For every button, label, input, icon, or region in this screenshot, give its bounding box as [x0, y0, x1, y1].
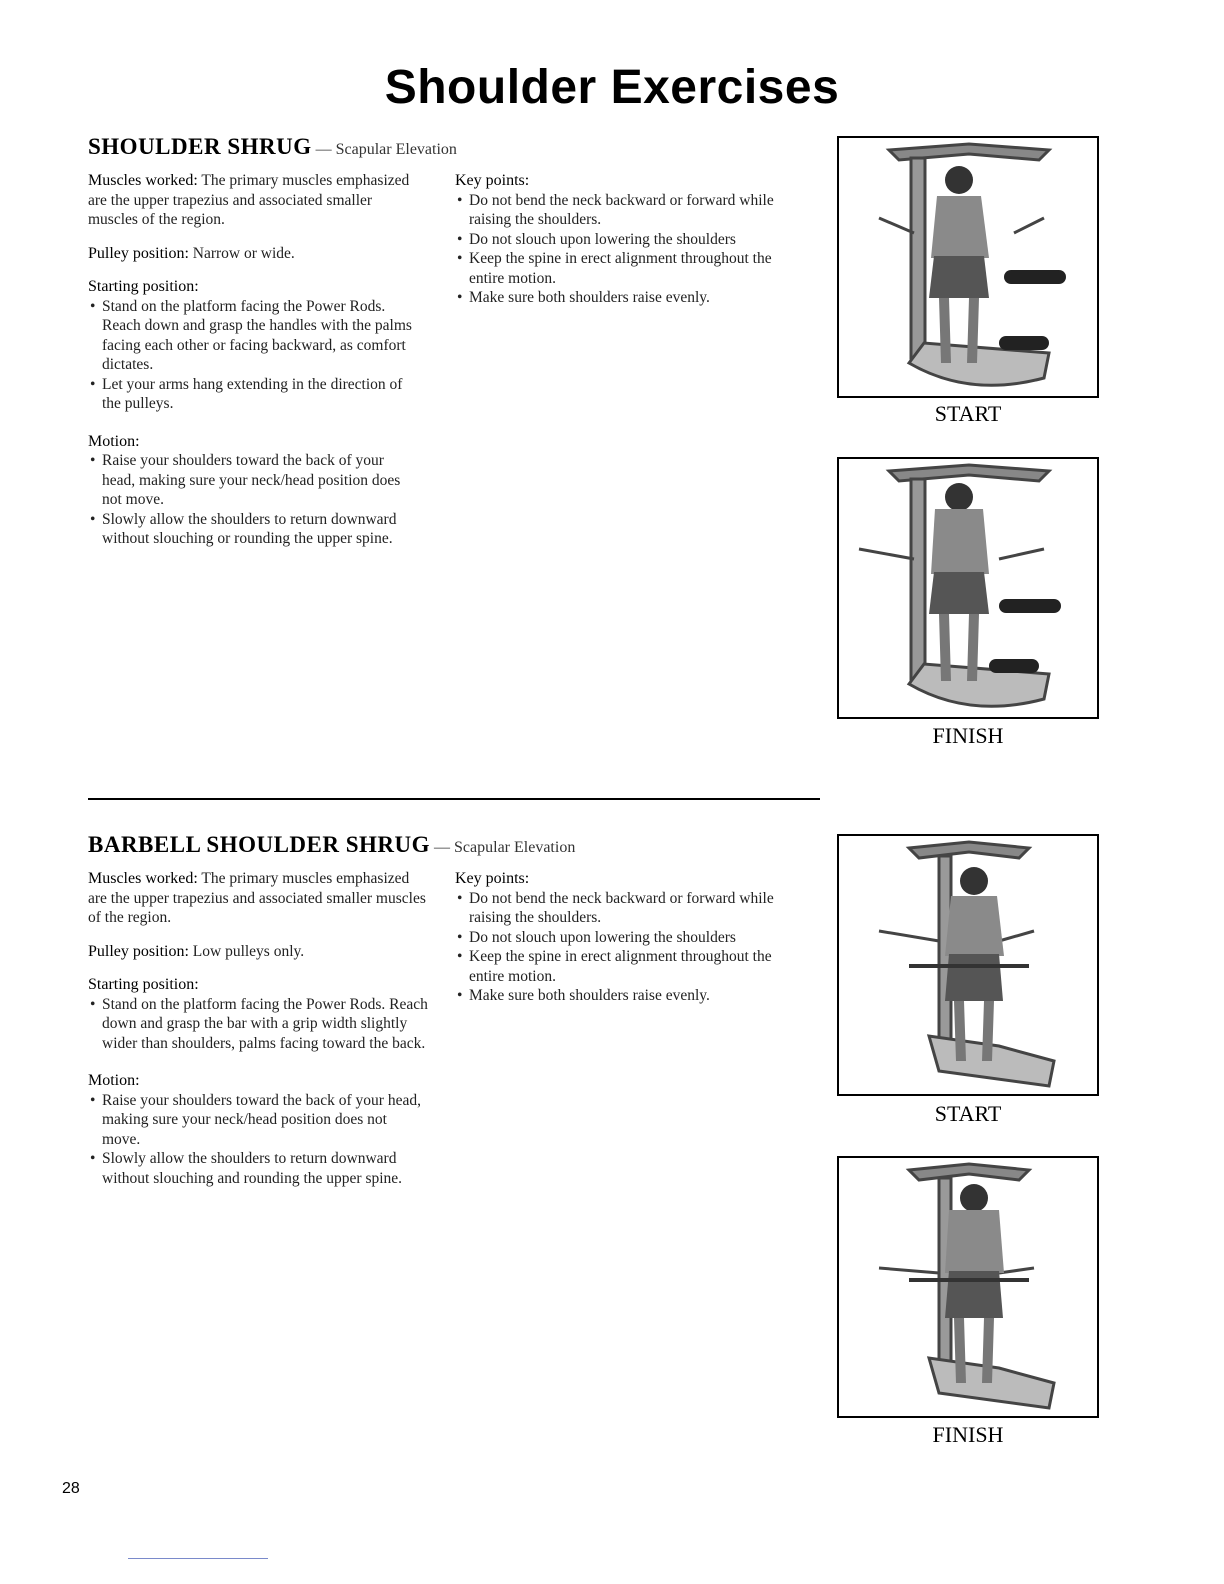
list-item: • Keep the spine in erect alignment throughout the entire motion.: [455, 249, 800, 288]
section-heading-shoulder-shrug: [88, 134, 457, 160]
starting-list: [88, 297, 418, 414]
exercise-machine-icon: [839, 1158, 1097, 1416]
instructions-column: [88, 869, 428, 1202]
page-number: 28: [62, 1480, 80, 1497]
starting-list: [88, 995, 428, 1054]
muscles-worked: [88, 869, 428, 928]
finish-illustration: [837, 1156, 1099, 1418]
section-title: BARBELL SHOULDER SHRUG: [88, 832, 431, 857]
list-item: • Raise your shoulders toward the back of your head, making sure your neck/head position does not move.: [88, 451, 418, 510]
start-illustration: [837, 136, 1099, 398]
list-item: • Do not slouch upon lowering the shoulders: [455, 230, 800, 250]
section-subtitle: — Scapular Elevation: [315, 141, 457, 158]
keypoints-column: [455, 171, 800, 322]
list-item: • Slowly allow the shoulders to return downward without slouching or rounding the upper spine.: [88, 510, 418, 549]
muscles-worked: [88, 171, 418, 230]
keypoints-list: [455, 191, 800, 308]
exercise-machine-icon: [839, 138, 1097, 396]
pulley-label: Pulley position:: [88, 942, 189, 960]
section-subtitle: — Scapular Elevation: [434, 839, 576, 856]
motion-label: Motion:: [88, 1072, 140, 1089]
finish-caption: FINISH: [932, 1422, 1004, 1447]
start-illustration: [837, 834, 1099, 1096]
page-title: Shoulder Exercises: [384, 61, 840, 114]
muscles-text: The primary muscles emphasized are the upper trapezius and associated smaller muscles of the region.: [88, 870, 426, 926]
list-item: • Let your arms hang extending in the direction of the pulleys.: [88, 375, 418, 414]
start-caption: START: [934, 1101, 1002, 1126]
finish-caption: FINISH: [932, 723, 1004, 748]
keypoints-label: Key points:: [455, 172, 530, 189]
motion-list: [88, 1091, 428, 1189]
list-item: • Stand on the platform facing the Power Rods. Reach down and grasp the handles with the palms facing each other or facing backward, as comfort dictates.: [88, 297, 418, 375]
instructions-column: [88, 171, 418, 563]
list-item: • Slowly allow the shoulders to return downward without slouching and rounding the upper spine.: [88, 1149, 428, 1188]
pulley-label: Pulley position:: [88, 244, 189, 262]
keypoints-list: [455, 889, 800, 1006]
list-item: • Make sure both shoulders raise evenly.: [455, 986, 800, 1006]
starting-label: Starting position:: [88, 976, 199, 993]
list-item: • Make sure both shoulders raise evenly.: [455, 288, 800, 308]
pulley-position: [88, 942, 428, 962]
section-divider: [88, 798, 820, 800]
keypoints-label: Key points:: [455, 870, 530, 887]
list-item: • Keep the spine in erect alignment throughout the entire motion.: [455, 947, 800, 986]
pulley-text: Low pulleys only.: [192, 942, 305, 960]
section-title: SHOULDER SHRUG: [88, 134, 312, 159]
keypoints-column: [455, 869, 800, 1020]
muscles-label: Muscles worked:: [88, 870, 198, 887]
list-item: • Do not bend the neck backward or forward while raising the shoulders.: [455, 191, 800, 230]
pulley-position: [88, 244, 418, 264]
finish-illustration: [837, 457, 1099, 719]
section-heading-barbell-shoulder-shrug: [88, 832, 575, 858]
footer-rule: [128, 1558, 268, 1559]
exercise-machine-icon: [839, 836, 1097, 1094]
list-item: • Do not bend the neck backward or forward while raising the shoulders.: [455, 889, 800, 928]
list-item: • Stand on the platform facing the Power Rods. Reach down and grasp the bar with a grip width slightly wider than shoulders, palms facing toward the back.: [88, 995, 428, 1054]
starting-label: Starting position:: [88, 278, 199, 295]
muscles-label: Muscles worked:: [88, 172, 198, 189]
start-caption: START: [934, 401, 1002, 426]
exercise-machine-icon: [839, 459, 1097, 717]
motion-list: [88, 451, 418, 549]
list-item: • Raise your shoulders toward the back of your head, making sure your neck/head position does not move.: [88, 1091, 428, 1150]
pulley-text: Narrow or wide.: [192, 244, 295, 262]
list-item: • Do not slouch upon lowering the shoulders: [455, 928, 800, 948]
motion-label: Motion:: [88, 432, 140, 450]
muscles-text: The primary muscles emphasized are the upper trapezius and associated smaller muscles of the region.: [88, 172, 410, 228]
